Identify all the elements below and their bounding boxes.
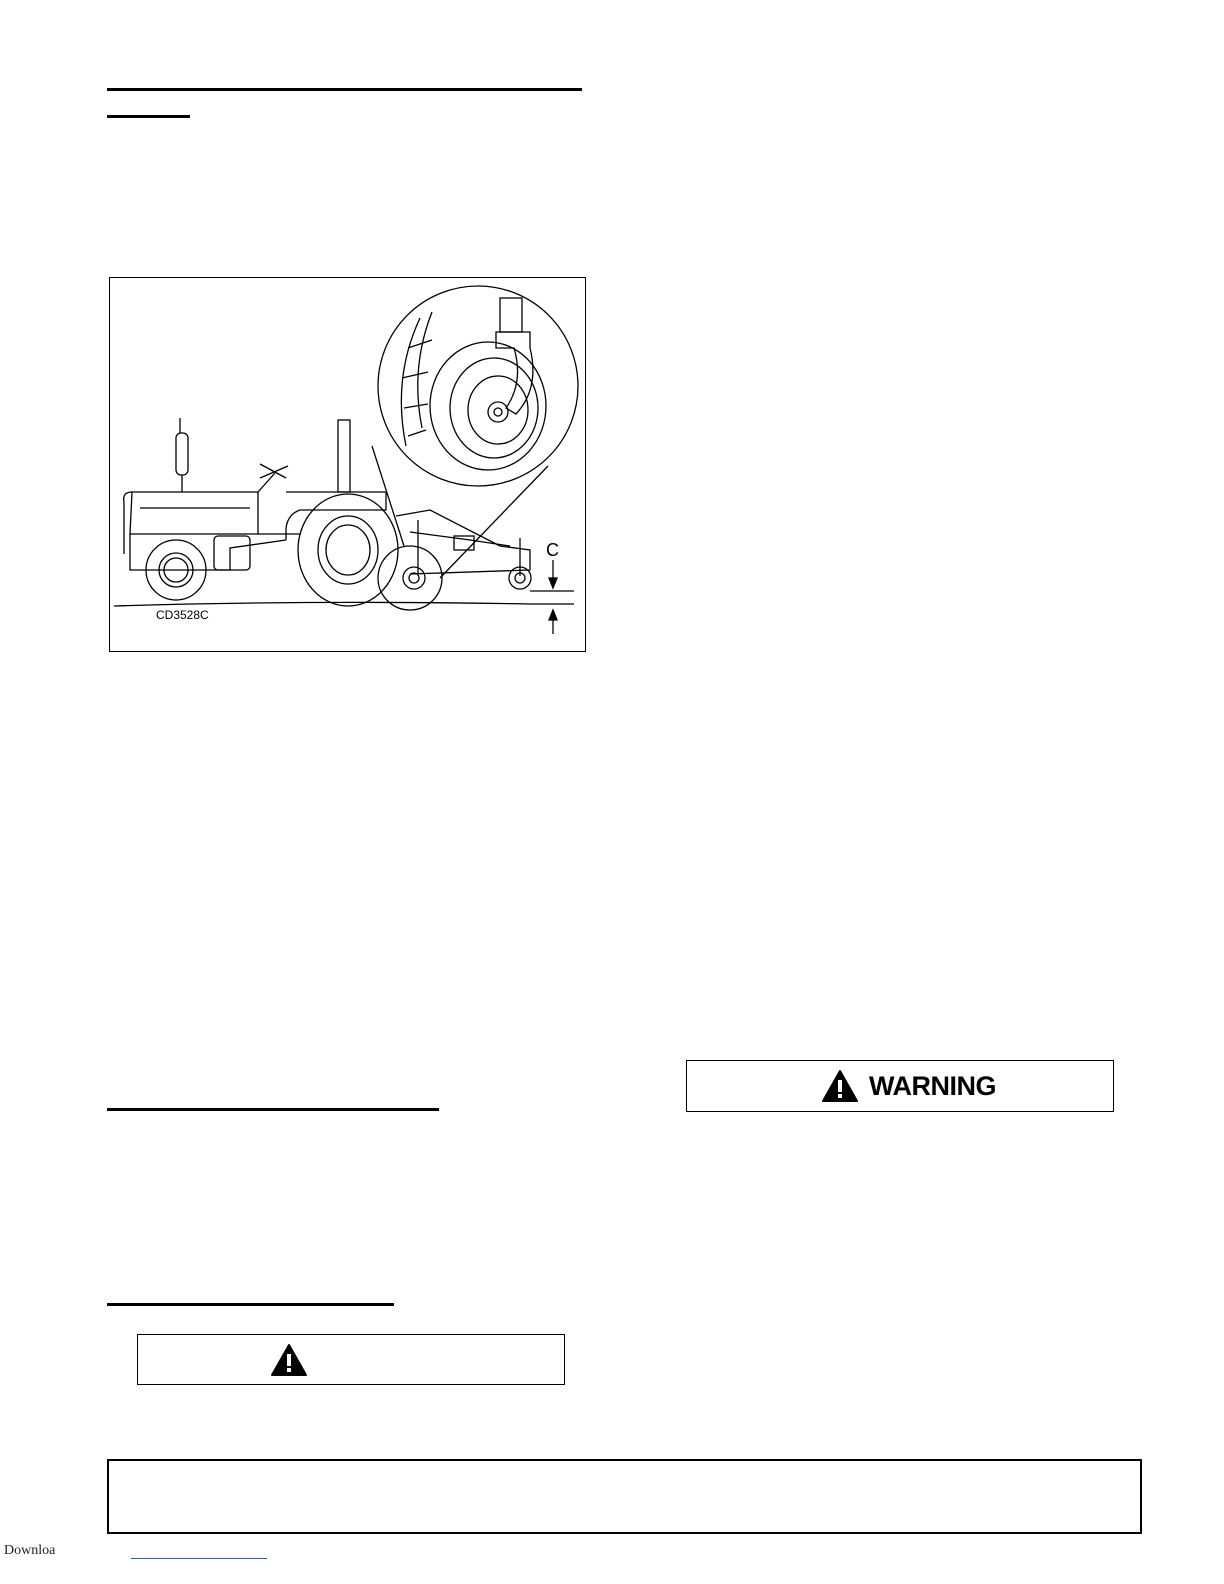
warning-box-right xyxy=(686,1060,1114,1112)
warning-triangle-icon xyxy=(270,1343,308,1377)
download-link-underline[interactable] xyxy=(131,1558,267,1559)
figure-code-label: CD3528C xyxy=(156,608,209,622)
warning-label: WARNING xyxy=(869,1070,996,1101)
tractor-illustration xyxy=(110,278,587,653)
warning-triangle-icon xyxy=(821,1069,859,1103)
heading-rule-lower xyxy=(107,1303,394,1306)
heading-rule-mid xyxy=(107,1108,439,1111)
bottom-notice-box xyxy=(107,1459,1142,1534)
download-text: Downloa xyxy=(4,1543,56,1558)
warning-box-left xyxy=(137,1334,565,1385)
tractor-mower-figure xyxy=(109,277,586,652)
heading-rule-short xyxy=(107,115,190,118)
dimension-c-label: C xyxy=(546,540,559,560)
heading-rule-top xyxy=(107,88,582,91)
